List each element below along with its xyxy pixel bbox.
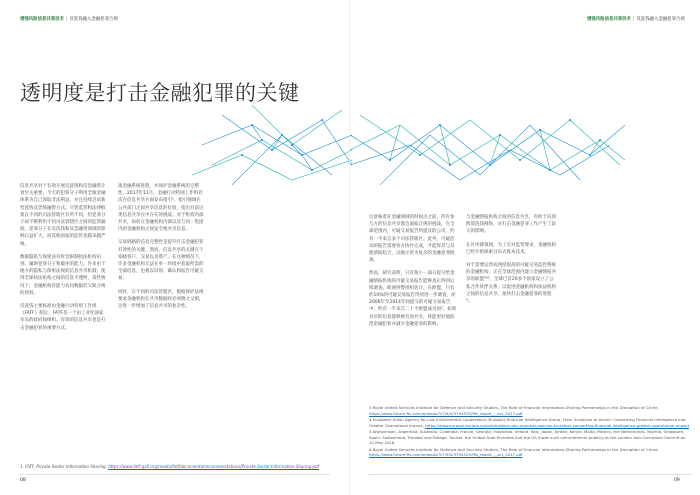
reference-item: 3.Royal United Services Institute for Defence and Security Studies, The Role of Financial Information-Sharing Partnerships in the Disruption of Crime, https://www.future-fis.com/uploads/3/7/9/4/3794525/ffis_report_-_oct_2017.pdf — [369, 405, 659, 416]
footer-rule — [369, 474, 691, 475]
reference-item: 6.Royal United Services Institute for Defence and Security Studies, The Role of Financial Information-Sharing Partnerships in the Disruption of Crime, https://www.future-fis.com/uploads/3/7/9/4/3794525/ffis_report_-_oct_2017.pdf — [369, 446, 659, 458]
page-title: 透明度是打击金融犯罪的关键 — [20, 81, 300, 105]
decorative-line-art — [350, 105, 625, 185]
reference-link[interactable]: https://www.europol.europa.eu/publications-documents/suspicion-to-action-converting-financial-intelligence-greater-operational-impact — [425, 422, 690, 428]
header-subtitle: 反洗钱融入金融犯罪合规 — [636, 17, 685, 22]
page-number: 08 — [20, 478, 26, 483]
paragraph: 与金融情报机构之间的信息共享，有助于识别跨境洗钱网络，对打击金融犯罪工作产生了较大的影响。 — [466, 215, 556, 235]
footnote: 1. FATF, Private Sector Information Sharing. https://www.fatf-gafi.org/media/fatf/documents/recommendations/Private-Sector-Information-Sharing.pdf — [20, 464, 319, 469]
reference-link[interactable]: https://www.future-fis.com/uploads/3/7/9/4/3794525/ffis_report_-_oct_2017.pdf — [369, 452, 523, 458]
body-column-2 — [466, 214, 556, 311]
header-section: 增强风险信息共享技术 — [587, 17, 631, 22]
paragraph: 同时，在不同的司法管辖区，数据保护法规要求金融机构在共享数据时必须慎之又慎，这进一步增加了信息共享的复杂性。 — [118, 289, 204, 310]
reference-link[interactable]: https://www.future-fis.com/uploads/3/7/9/4/3794525/ffis_report_-_oct_2017.pdf — [369, 410, 523, 416]
paragraph: 对于需要运营成熟度很高的可疑交易监控系统的金融机构，正在全球范围内建立金融情报共享的联盟³⁴⁵。全球已有20多个国家设立了公私合作伙伴关系，以促进金融机构和执法机构之间的信息共享，加快打击金融犯罪的进程⁶。 — [466, 263, 556, 305]
body-column-1 — [20, 183, 107, 338]
page-number: 09 — [674, 478, 680, 483]
reference-item: 5.Afghanistan, Argentina, Australia, Colombia, France, Georgia, Indonesia, Ireland, Italy, Japan, Jordan, Kenya, Malta, Mexico, the Netherlands, Nigeria, Singapore, Spain, Switzerland, Trinidad and Tobago, Tunisia, the United Arab Emirates and the US made such commitments publicly at the London Anti-Corruption Summit on 12 May 2016. — [369, 428, 686, 446]
references-list — [369, 405, 691, 459]
body-column-1 — [369, 214, 457, 334]
paragraph: 交易链路的信息完整性是提升打击金融犯罪有效性的关键。然而，信息共享的关键在于知晓客户、交易以及资产。在这种情况下，许多金融机构无法在单一环境中获取所需的全部信息，也难以识别、确认和报告可疑交易。 — [118, 240, 204, 282]
paragraph: 数据隐私与保密法有时会限制执法机构识别、辅助犯罪分子和破坏的能力。许多由于地方的隐私与保密法规的信息共享机制，使得全球执法机构之间的信息不透明，某些情况下，金融机构有能力访问数据但欠缺合规的授权。 — [20, 254, 106, 296]
paragraph: 反洗钱主要标准由金融行动特别工作组（FATF）制定，FATF是一个由工业化国家牵头的政府间组织。有效的信息共享也是打击金融犯罪的重要方式。 — [20, 304, 106, 331]
paragraph: 在区块链领域，为了应对监管要求，金融机构已经开始探索分布式账本技术。 — [466, 242, 556, 255]
paragraph: 这意味着在金融领域的时间点之前，所有参与方的信息共享都会面临合规的挑战。在全球范围内，可疑交易报告所提及的公司，约有一半来自多个司法管辖区。此外，可疑活动的报告需要各方协作完成，才能将其与其他情报结合，以揭示更为复杂的金融犯罪链条。 — [369, 215, 455, 264]
running-header: 增强风险信息共享技术 | 反洗钱融入金融犯罪合规 — [587, 17, 685, 22]
right-page — [350, 0, 700, 495]
footer-rule — [20, 474, 330, 475]
running-header: 增强风险信息共享技术 | 反洗钱融入金融犯罪合规 — [20, 17, 118, 22]
reference-item: 4.European Union Agency for Law Enforcement Cooperation (Europol) Financial Intelligence Group, From Suspicion to Action: Converting Financial Intelligence into Greater Operational Impact, https://www.europol.europa.eu/publications-documents/suspicion-to-action-converting-financial-intelligence-greater-operational-impact — [369, 416, 690, 428]
header-section: 增强风险信息共享技术 — [20, 17, 64, 22]
footnote-link[interactable]: https://www.fatf-gafi.org/media/fatf/documents/recommendations/Private-Sector-Information-Sharing.pdf — [108, 464, 319, 469]
paragraph: 然而，研究表明，只有很小一部分提交给金融情报机构的可疑交易报告能够真正得到后续调查。欧洲刑警组织估计，在欧盟，只有约10%的可疑交易报告得到进一步调查，而2006年至2014年间提交的可疑交易报告中，约有一半来自二十个欧盟成员国²。如果对应的信息能够被有效共享，将能更好地防范金融犯罪并减少金融犯罪的影响。 — [369, 271, 457, 327]
paragraph: 信息共享对于有效开展反洗钱和反恐融资计划至关重要。今天的犯罪分子利用全球金融体系为自己谋取非法利益，并且持续尝试新型洗钱及恐怖融资方式。尽管监管和法律框架在不同的司法管辖区有所不同，但犯罪分子却不断利用不同司法管辖区之间的监管漏洞，犯罪分子在反洗钱和反恐融资领域的影响日益扩大，而其他国家的监管也越来越严格。 — [20, 184, 106, 247]
paragraph: 离金融系统进程，并保护金融系统的完整性。2017年11月，金融行动特别工作组首次在信息共享方面发布指引¹。指引强调在公共部门之间共享信息的价值，指出目前这类信息共享在中存在的挑战。对于机构内部共享，如何在金融机构内部以及与同一集团内的金融机构之间安全地共享信息。 — [118, 184, 204, 233]
header-subtitle: 反洗钱融入金融犯罪合规 — [69, 17, 118, 22]
decorative-line-art — [192, 105, 352, 185]
body-column-2 — [118, 183, 204, 316]
